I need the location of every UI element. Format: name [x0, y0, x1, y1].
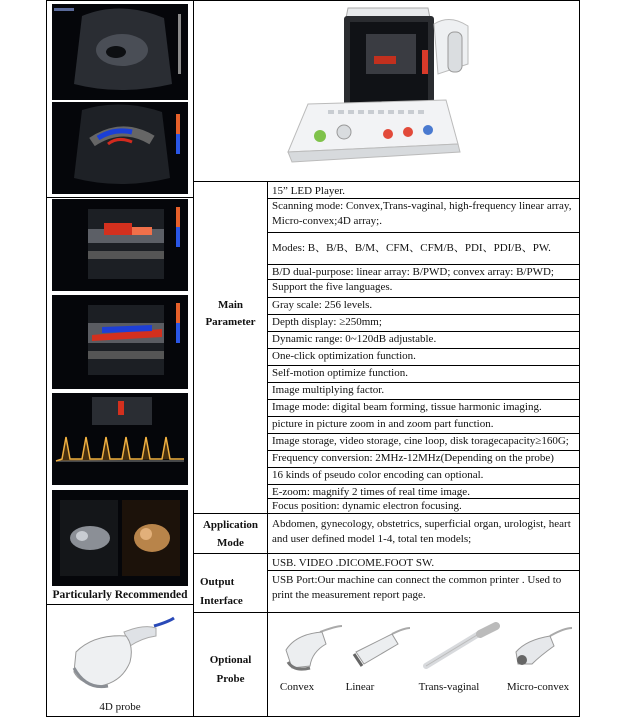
trans-vaginal-probe-icon — [422, 622, 502, 672]
recommend-caption: Particularly Recommended — [52, 589, 188, 601]
ultrasound-image-pulsed-wave-doppler — [52, 393, 188, 485]
ultrasound-image-color-doppler-kidney — [52, 102, 188, 194]
label-column-divider — [267, 181, 268, 717]
output-label-line1: Output — [200, 576, 235, 588]
application-label-line2: Mode — [217, 537, 244, 549]
main-parameter-item: B/D dual-purpose: linear array: B/PWD; convex array: B/PWD; — [272, 266, 554, 278]
optional-label-line1: Optional — [209, 654, 252, 666]
left-column-divider — [193, 0, 194, 717]
main-parameter-item: Focus position: dynamic electron focusing. — [272, 500, 462, 512]
output-line-1: USB. VIDEO .DICOME.FOOT SW. — [272, 557, 435, 569]
linear-probe-icon — [350, 626, 412, 672]
caption-row-line — [46, 604, 193, 605]
main-parameter-item: Image multiplying factor. — [272, 384, 385, 396]
main-parameter-item: Modes: B、B/B、B/M、CFM、CFM/B、PDI、PDI/B、PW. — [272, 242, 551, 254]
main-parameter-item: Dynamic range: 0~120dB adjustable. — [272, 333, 437, 345]
main-parameter-item: E-zoom: magnify 2 times of real time image. — [272, 486, 470, 498]
probe-label-micro-convex: Micro-convex — [506, 681, 570, 693]
convex-probe-icon — [280, 622, 346, 674]
top-border — [46, 0, 580, 1]
device-row-bottom — [193, 181, 580, 182]
output-label — [200, 573, 266, 611]
micro-convex-probe-icon — [508, 622, 574, 674]
main-parameter-item: Support the five languages. — [272, 281, 393, 293]
probe-label-linear: Linear — [345, 681, 375, 693]
application-label — [194, 516, 267, 552]
main-parameter-item: Scanning mode: Convex,Trans-vaginal, high-frequency linear array, Micro-convex;4D array;. — [272, 200, 572, 227]
main-parameter-item: picture in picture zoom in and zoom part function. — [272, 418, 494, 430]
main-parameter-item: Self-motion optimize function. — [272, 367, 408, 379]
left-row-line — [46, 197, 193, 198]
application-bottom — [193, 553, 580, 554]
main-parameter-label-line1: Main — [217, 299, 244, 311]
output-inner-line — [267, 570, 580, 571]
application-label-line1: Application — [202, 519, 258, 531]
main-parameter-item: 15” LED Player. — [272, 185, 346, 197]
ultrasound-image-vessel-color-flow — [52, 295, 188, 389]
output-bottom — [193, 612, 580, 613]
optional-label-line2: Probe — [216, 673, 245, 685]
main-parameter-item: Depth display: ≥250mm; — [272, 316, 382, 328]
output-line-2: USB Port:Our machine can connect the common printer . Used to print the measurement report page. — [272, 574, 562, 601]
main-parameter-item: 16 kinds of pseudo color encoding can optional. — [272, 469, 484, 481]
main-parameter-label-line2: Parameter — [205, 316, 256, 328]
main-parameter-item: Image storage, video storage, cine loop, disk toragecapacity≥160G; — [272, 435, 569, 447]
probe-label-trans-vaginal: Trans-vaginal — [418, 681, 480, 693]
ultrasound-image-4d-fetal — [52, 490, 188, 586]
parameter-row-line — [267, 232, 580, 233]
main-parameter-item: Frequency conversion: 2MHz-12MHz(Depending on the probe) — [272, 452, 554, 464]
main-parameter-item: Gray scale: 256 levels. — [272, 299, 373, 311]
main-parameter-item: Image mode: digital beam forming, tissue harmonic imaging. — [272, 401, 542, 413]
probe-label-convex: Convex — [279, 681, 315, 693]
probe-caption: 4D probe — [99, 701, 141, 713]
main-param-bottom — [193, 513, 580, 514]
output-label-line2: Interface — [200, 595, 243, 607]
4d-probe-illustration — [64, 612, 176, 698]
application-text: Abdomen, gynecology, obstetrics, superficial organ, urologist, heart and user defined model 1-4, total ten models; — [272, 518, 571, 545]
optional-probe-label — [194, 651, 267, 689]
ultrasound-machine-illustration — [268, 4, 498, 176]
ultrasound-image-carotid-color — [52, 199, 188, 291]
ultrasound-image-abdomen — [52, 4, 188, 100]
main-parameter-item: One-click optimization function. — [272, 350, 416, 362]
main-parameter-label — [194, 297, 267, 331]
